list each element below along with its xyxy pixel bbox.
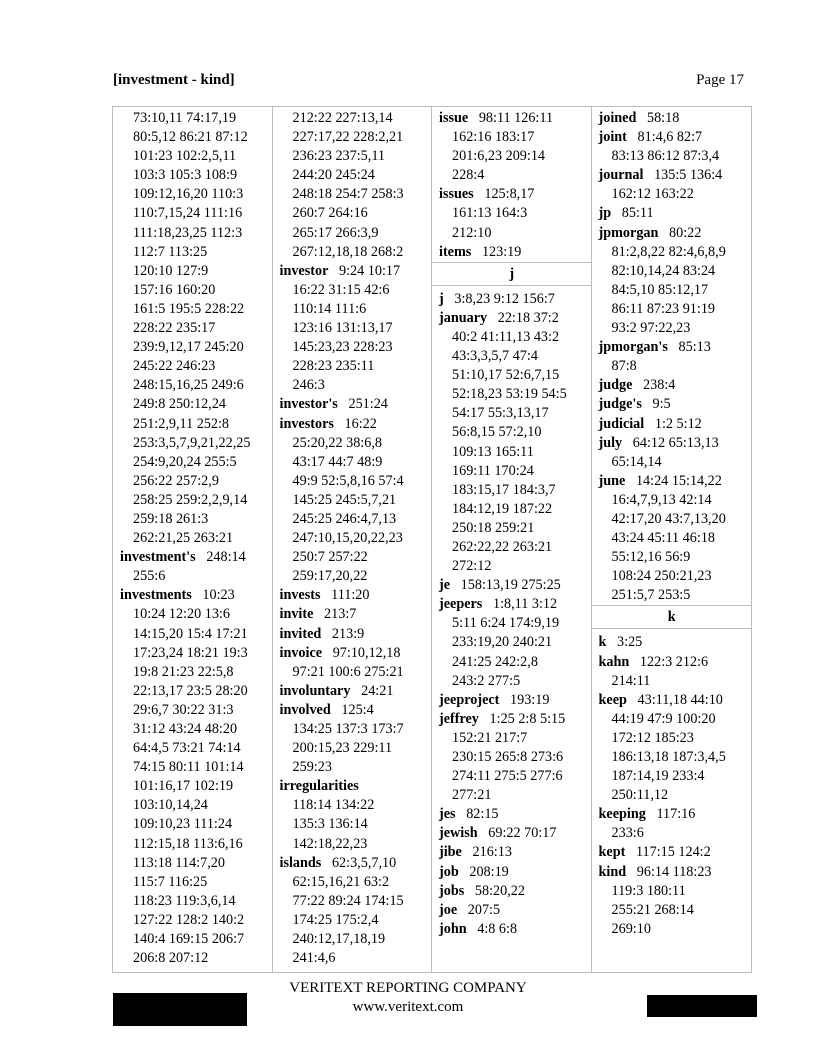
- index-references: 97:10,12,18: [332, 644, 401, 661]
- redaction-box-right: [647, 995, 757, 1017]
- index-continuation: 162:16 183:17: [452, 129, 535, 146]
- index-entry: [273, 262, 432, 281]
- index-continuation: 244:20 245:24: [292, 167, 375, 184]
- index-entry: [273, 605, 432, 624]
- index-continuation: 16:22 31:15 42:6: [292, 281, 390, 298]
- index-continuation: 42:17,20 43:7,13,20: [611, 510, 726, 527]
- index-references: 22:18 37:2: [497, 309, 559, 326]
- index-continuation: 162:12 163:22: [611, 186, 694, 203]
- index-continuation: 10:24 12:20 13:6: [133, 606, 230, 623]
- index-continuation: 110:14 111:6: [292, 300, 367, 317]
- index-table: [112, 106, 752, 973]
- index-references: 248:14: [206, 549, 246, 566]
- index-continuation: 246:3: [292, 377, 325, 394]
- index-continuation: 269:10: [611, 920, 651, 937]
- index-term: k: [598, 634, 607, 651]
- index-term: keep: [598, 691, 627, 708]
- index-continuation: 118:14 134:22: [292, 797, 375, 814]
- index-continuation: 256:22 257:2,9: [133, 472, 219, 489]
- index-references: 1:2 5:12: [654, 415, 702, 432]
- index-references: 117:16: [656, 806, 696, 823]
- index-continuation: 127:22 128:2 140:2: [133, 911, 245, 928]
- index-continuation: 101:23 102:2,5,11: [133, 148, 237, 165]
- index-term: judge: [598, 377, 633, 394]
- index-continuation: 259:23: [292, 759, 332, 776]
- index-term: involuntary: [279, 682, 351, 699]
- index-references: 213:7: [324, 606, 357, 623]
- index-references: 9:24 10:17: [339, 262, 401, 279]
- index-continuation: 29:6,7 30:22 31:3: [133, 701, 234, 718]
- index-term: kept: [598, 844, 626, 861]
- index-continuation: 230:15 265:8 273:6: [452, 749, 564, 765]
- redaction-box-left: [113, 993, 247, 1026]
- index-term: invite: [279, 606, 314, 623]
- index-references: 58:20,22: [474, 882, 525, 899]
- index-term: june: [598, 472, 626, 489]
- index-continuation: 259:18 261:3: [133, 510, 209, 527]
- index-term: invests: [279, 587, 321, 604]
- index-entry: [432, 309, 591, 328]
- index-entry: [432, 576, 591, 595]
- index-continuation: 120:10 127:9: [133, 262, 209, 279]
- index-references: 3:8,23 9:12 156:7: [454, 290, 555, 307]
- index-continuation: 201:6,23 209:14: [452, 148, 546, 165]
- index-term: islands: [279, 854, 322, 871]
- index-continuation: 239:9,12,17 245:20: [133, 339, 244, 356]
- index-references: 4:8 6:8: [477, 920, 518, 937]
- index-continuation: 262:22,22 263:21: [452, 538, 553, 555]
- index-continuation: 118:23 119:3,6,14: [133, 892, 236, 909]
- index-term: issue: [439, 110, 469, 126]
- index-entry: [592, 395, 752, 414]
- index-continuation: 112:7 113:25: [133, 243, 208, 260]
- index-continuation: 157:16 160:20: [133, 281, 216, 298]
- index-continuation: 73:10,11 74:17,19: [133, 110, 237, 126]
- index-column-1: [113, 107, 273, 972]
- index-term: je: [439, 577, 451, 594]
- index-entry: [592, 653, 752, 672]
- index-entry: [592, 434, 752, 453]
- index-entry: [432, 290, 591, 309]
- index-entry: [592, 805, 752, 824]
- index-entry: [432, 863, 591, 882]
- index-continuation: 152:21 217:7: [452, 729, 528, 746]
- index-entry: [273, 625, 432, 644]
- index-continuation: 103:3 105:3 108:9: [133, 167, 238, 184]
- index-references: 3:25: [617, 634, 643, 651]
- index-continuation: 186:13,18 187:3,4,5: [611, 749, 726, 765]
- index-continuation: 43:17 44:7 48:9: [292, 453, 383, 470]
- index-references: 193:19: [510, 691, 550, 708]
- index-entry: [592, 224, 752, 243]
- letter-divider: j: [432, 262, 592, 286]
- index-continuation: 14:15,20 15:4 17:21: [133, 625, 248, 642]
- index-references: 58:18: [646, 110, 680, 126]
- index-continuation: 93:2 97:22,23: [611, 320, 691, 337]
- index-references: 125:8,17: [484, 186, 535, 203]
- index-continuation: 65:14,14: [611, 453, 662, 470]
- index-continuation: 183:15,17 184:3,7: [452, 481, 556, 498]
- index-references: 213:9: [331, 625, 365, 642]
- index-term: jewish: [439, 825, 478, 842]
- index-term: john: [439, 920, 467, 937]
- index-references: 125:4: [341, 701, 374, 718]
- index-continuation: 253:3,5,7,9,21,22,25: [133, 434, 251, 451]
- index-entry: [592, 204, 752, 223]
- index-term: job: [439, 863, 459, 880]
- index-term: keeping: [598, 806, 646, 823]
- index-continuation: 243:2 277:5: [452, 672, 521, 689]
- index-continuation: 187:14,19 233:4: [611, 768, 705, 785]
- index-continuation: 62:15,16,21 63:2: [292, 873, 390, 890]
- index-continuation: 251:2,9,11 252:8: [133, 415, 230, 432]
- index-continuation: 44:19 47:9 100:20: [611, 710, 716, 727]
- index-continuation: 247:10,15,20,22,23: [292, 530, 403, 547]
- index-term: items: [439, 243, 472, 260]
- index-entry: [432, 843, 591, 862]
- index-entry: [432, 691, 591, 710]
- index-references: 62:3,5,7,10: [331, 854, 397, 871]
- footer-company: VERITEXT REPORTING COMPANY: [289, 980, 527, 996]
- index-continuation: 142:18,22,23: [292, 835, 368, 852]
- index-references: 117:15 124:2: [635, 844, 711, 861]
- index-continuation: 248:18 254:7 258:3: [292, 186, 404, 203]
- index-term: joined: [598, 110, 637, 126]
- index-entry: [432, 710, 591, 729]
- index-term: january: [439, 309, 488, 326]
- index-term: j: [439, 290, 444, 307]
- index-references: 14:24 15:14,22: [635, 472, 722, 489]
- index-continuation: 115:7 116:25: [133, 873, 208, 890]
- index-continuation: 113:18 114:7,20: [133, 854, 225, 871]
- index-continuation: 277:21: [452, 787, 492, 804]
- index-continuation: 86:11 87:23 91:19: [611, 300, 716, 317]
- index-continuation: 240:12,17,18,19: [292, 931, 386, 948]
- index-entry: [432, 920, 591, 939]
- index-continuation: 51:10,17 52:6,7,15: [452, 367, 560, 384]
- index-continuation: 5:11 6:24 174:9,19: [452, 615, 560, 632]
- index-entry: [273, 586, 432, 605]
- index-continuation: 260:7 264:16: [292, 205, 368, 222]
- index-continuation: 172:12 185:23: [611, 729, 694, 746]
- index-continuation: 228:22 235:17: [133, 320, 216, 337]
- index-term: journal: [598, 167, 644, 184]
- index-continuation: 40:2 41:11,13 43:2: [452, 328, 560, 345]
- index-term: jibe: [439, 844, 462, 861]
- index-continuation: 174:25 175:2,4: [292, 911, 379, 928]
- index-continuation: 25:20,22 38:6,8: [292, 434, 382, 451]
- index-entry: [432, 109, 591, 128]
- index-continuation: 272:12: [452, 558, 492, 575]
- index-entry: [592, 472, 752, 491]
- index-continuation: 16:4,7,9,13 42:14: [611, 491, 712, 508]
- index-continuation: 184:12,19 187:22: [452, 500, 553, 517]
- index-references: 238:4: [643, 377, 676, 394]
- index-range-header: [investment - kind]: [113, 72, 235, 88]
- index-term: jobs: [439, 882, 465, 899]
- index-entry: [113, 548, 272, 567]
- index-continuation: 109:13 165:11: [452, 443, 534, 460]
- index-references: 1:25 2:8 5:15: [489, 710, 566, 727]
- index-term: invited: [279, 625, 322, 642]
- index-references: 111:20: [331, 587, 370, 604]
- index-entry: [432, 185, 591, 204]
- index-references: 85:13: [678, 339, 711, 356]
- index-term: kind: [598, 863, 627, 880]
- index-continuation: 111:18,23,25 112:3: [133, 224, 243, 241]
- index-references: 123:19: [481, 243, 522, 260]
- index-entry: [592, 166, 752, 185]
- index-continuation: 206:8 207:12: [133, 950, 209, 967]
- index-term: jes: [439, 806, 456, 823]
- index-continuation: 161:5 195:5 228:22: [133, 300, 245, 317]
- index-continuation: 52:18,23 53:19 54:5: [452, 386, 567, 403]
- index-continuation: 250:11,12: [611, 787, 669, 804]
- index-continuation: 267:12,18,18 268:2: [292, 243, 404, 260]
- index-entry: [273, 395, 432, 414]
- index-term: judicial: [598, 415, 645, 432]
- index-references: 96:14 118:23: [636, 863, 712, 880]
- index-continuation: 254:9,20,24 255:5: [133, 453, 237, 470]
- index-column-2: [273, 107, 433, 972]
- letter-divider: k: [592, 605, 753, 629]
- index-continuation: 22:13,17 23:5 28:20: [133, 682, 248, 699]
- index-term: jeepers: [439, 596, 483, 613]
- index-entry: [432, 882, 591, 901]
- index-references: 207:5: [467, 901, 501, 918]
- index-references: 85:11: [621, 205, 654, 222]
- index-continuation: 112:15,18 113:6,16: [133, 835, 243, 852]
- index-continuation: 228:4: [452, 167, 485, 184]
- index-continuation: 19:8 21:23 22:5,8: [133, 663, 234, 680]
- index-continuation: 80:5,12 86:21 87:12: [133, 129, 248, 146]
- index-continuation: 43:24 45:11 46:18: [611, 530, 716, 547]
- index-references: 251:24: [348, 396, 388, 413]
- index-continuation: 258:25 259:2,2,9,14: [133, 491, 248, 508]
- index-entry: [432, 901, 591, 920]
- index-references: 64:12 65:13,13: [632, 434, 719, 451]
- index-entry: [273, 682, 432, 701]
- index-term: jp: [598, 205, 612, 222]
- index-continuation: 83:13 86:12 87:3,4: [611, 148, 720, 165]
- index-references: 81:4,6 82:7: [637, 129, 703, 146]
- index-entry: [273, 854, 432, 873]
- index-column-3: [432, 107, 592, 972]
- index-term: jeeproject: [439, 691, 500, 708]
- index-continuation: 169:11 170:24: [452, 462, 534, 479]
- index-entry: [432, 824, 591, 843]
- index-references: 135:5 136:4: [654, 167, 723, 184]
- index-continuation: 108:24 250:21,23: [611, 568, 712, 585]
- index-references: 80:22: [669, 224, 702, 241]
- index-term: july: [598, 434, 623, 451]
- index-continuation: 241:4,6: [292, 950, 336, 967]
- index-continuation: 212:10: [452, 224, 492, 241]
- index-references: 10:23: [202, 587, 235, 604]
- index-references: 24:21: [361, 682, 394, 699]
- index-entry: [592, 843, 752, 862]
- index-references: 158:13,19 275:25: [460, 577, 561, 594]
- index-term: invoice: [279, 644, 323, 661]
- index-term: investors: [279, 415, 334, 432]
- index-term: judge's: [598, 396, 642, 413]
- index-references: 16:22: [344, 415, 377, 432]
- index-continuation: 233:6: [611, 825, 644, 842]
- index-entry: [273, 777, 432, 796]
- index-continuation: 228:23 235:11: [292, 358, 375, 375]
- index-term: jeffrey: [439, 710, 479, 727]
- index-references: 69:22 70:17: [488, 825, 557, 842]
- index-entry: [592, 128, 752, 147]
- index-continuation: 255:6: [133, 568, 166, 585]
- index-term: kahn: [598, 653, 630, 670]
- index-continuation: 87:8: [611, 358, 637, 375]
- index-term: issues: [439, 186, 474, 203]
- index-continuation: 55:12,16 56:9: [611, 549, 691, 566]
- index-entry: [592, 863, 752, 882]
- index-term: jpmorgan's: [598, 339, 668, 356]
- index-term: involved: [279, 701, 331, 718]
- index-continuation: 103:10,14,24: [133, 797, 208, 814]
- index-continuation: 145:23,23 228:23: [292, 339, 393, 356]
- index-references: 122:3 212:6: [639, 653, 709, 670]
- index-term: investments: [120, 587, 192, 604]
- index-entry: [432, 805, 591, 824]
- index-term: joint: [598, 129, 627, 146]
- index-term: investment's: [120, 549, 196, 566]
- index-continuation: 140:4 169:15 206:7: [133, 931, 245, 948]
- index-continuation: 31:12 43:24 48:20: [133, 721, 238, 737]
- index-continuation: 101:16,17 102:19: [133, 778, 234, 795]
- index-continuation: 123:16 131:13,17: [292, 320, 393, 337]
- index-continuation: 161:13 164:3: [452, 205, 528, 222]
- index-entry: [432, 595, 591, 614]
- index-term: irregularities: [279, 778, 359, 795]
- index-entry: [592, 109, 752, 128]
- index-entry: [592, 691, 752, 710]
- index-continuation: 250:7 257:22: [292, 549, 368, 566]
- index-continuation: 245:25 246:4,7,13: [292, 510, 397, 527]
- index-continuation: 251:5,7 253:5: [611, 587, 691, 604]
- index-term: investor: [279, 262, 329, 279]
- index-continuation: 259:17,20,22: [292, 568, 368, 585]
- index-term: jpmorgan: [598, 224, 659, 241]
- index-continuation: 97:21 100:6 275:21: [292, 663, 404, 680]
- index-continuation: 255:21 268:14: [611, 901, 694, 918]
- footer-website: www.veritext.com: [352, 999, 464, 1015]
- index-continuation: 119:3 180:11: [611, 882, 686, 899]
- index-term: joe: [439, 901, 458, 918]
- index-continuation: 64:4,5 73:21 74:14: [133, 740, 241, 757]
- index-continuation: 84:5,10 85:12,17: [611, 281, 709, 298]
- index-continuation: 245:22 246:23: [133, 358, 216, 375]
- index-continuation: 236:23 237:5,11: [292, 148, 385, 165]
- index-continuation: 274:11 275:5 277:6: [452, 768, 563, 785]
- index-continuation: 134:25 137:3 173:7: [292, 721, 404, 737]
- index-continuation: 109:12,16,20 110:3: [133, 186, 244, 203]
- index-continuation: 54:17 55:3,13,17: [452, 405, 549, 422]
- index-continuation: 233:19,20 240:21: [452, 634, 553, 651]
- index-entry: [273, 415, 432, 434]
- index-continuation: 56:8,15 57:2,10: [452, 424, 542, 441]
- index-continuation: 77:22 89:24 174:15: [292, 892, 404, 909]
- index-continuation: 110:7,15,24 111:16: [133, 205, 243, 222]
- index-continuation: 82:10,14,24 83:24: [611, 262, 716, 279]
- index-continuation: 227:17,22 228:2,21: [292, 129, 404, 146]
- index-references: 98:11 126:11: [478, 110, 554, 126]
- index-entry: [273, 644, 432, 663]
- index-references: 1:8,11 3:12: [492, 596, 558, 613]
- index-entry: [273, 701, 432, 720]
- index-continuation: 265:17 266:3,9: [292, 224, 379, 241]
- index-continuation: 241:25 242:2,8: [452, 653, 538, 670]
- index-entry: [592, 338, 752, 357]
- index-continuation: 81:2,8,22 82:4,6,8,9: [611, 243, 726, 260]
- index-references: 82:15: [466, 806, 499, 823]
- index-continuation: 17:23,24 18:21 19:3: [133, 644, 248, 661]
- index-term: investor's: [279, 396, 338, 413]
- page-number: Page 17: [696, 72, 744, 88]
- index-continuation: 262:21,25 263:21: [133, 530, 234, 547]
- index-continuation: 249:8 250:12,24: [133, 396, 227, 413]
- index-continuation: 135:3 136:14: [292, 816, 368, 833]
- index-continuation: 212:22 227:13,14: [292, 110, 393, 126]
- index-column-4: [592, 107, 752, 972]
- index-entry: [592, 415, 752, 434]
- index-references: 9:5: [652, 396, 671, 413]
- index-entry: [113, 586, 272, 605]
- index-references: 43:11,18 44:10: [637, 691, 723, 708]
- index-continuation: 74:15 80:11 101:14: [133, 759, 244, 776]
- index-references: 216:13: [472, 844, 512, 861]
- index-entry: [432, 243, 591, 262]
- index-continuation: 109:10,23 111:24: [133, 816, 233, 833]
- index-continuation: 214:11: [611, 672, 651, 689]
- index-continuation: 248:15,16,25 249:6: [133, 377, 244, 394]
- index-entry: [592, 633, 752, 652]
- index-continuation: 43:3,3,5,7 47:4: [452, 348, 538, 365]
- index-continuation: 200:15,23 229:11: [292, 740, 393, 757]
- index-continuation: 250:18 259:21: [452, 519, 535, 536]
- index-continuation: 145:25 245:5,7,21: [292, 491, 397, 508]
- index-continuation: 49:9 52:5,8,16 57:4: [292, 472, 404, 489]
- index-references: 208:19: [469, 863, 509, 880]
- index-entry: [592, 376, 752, 395]
